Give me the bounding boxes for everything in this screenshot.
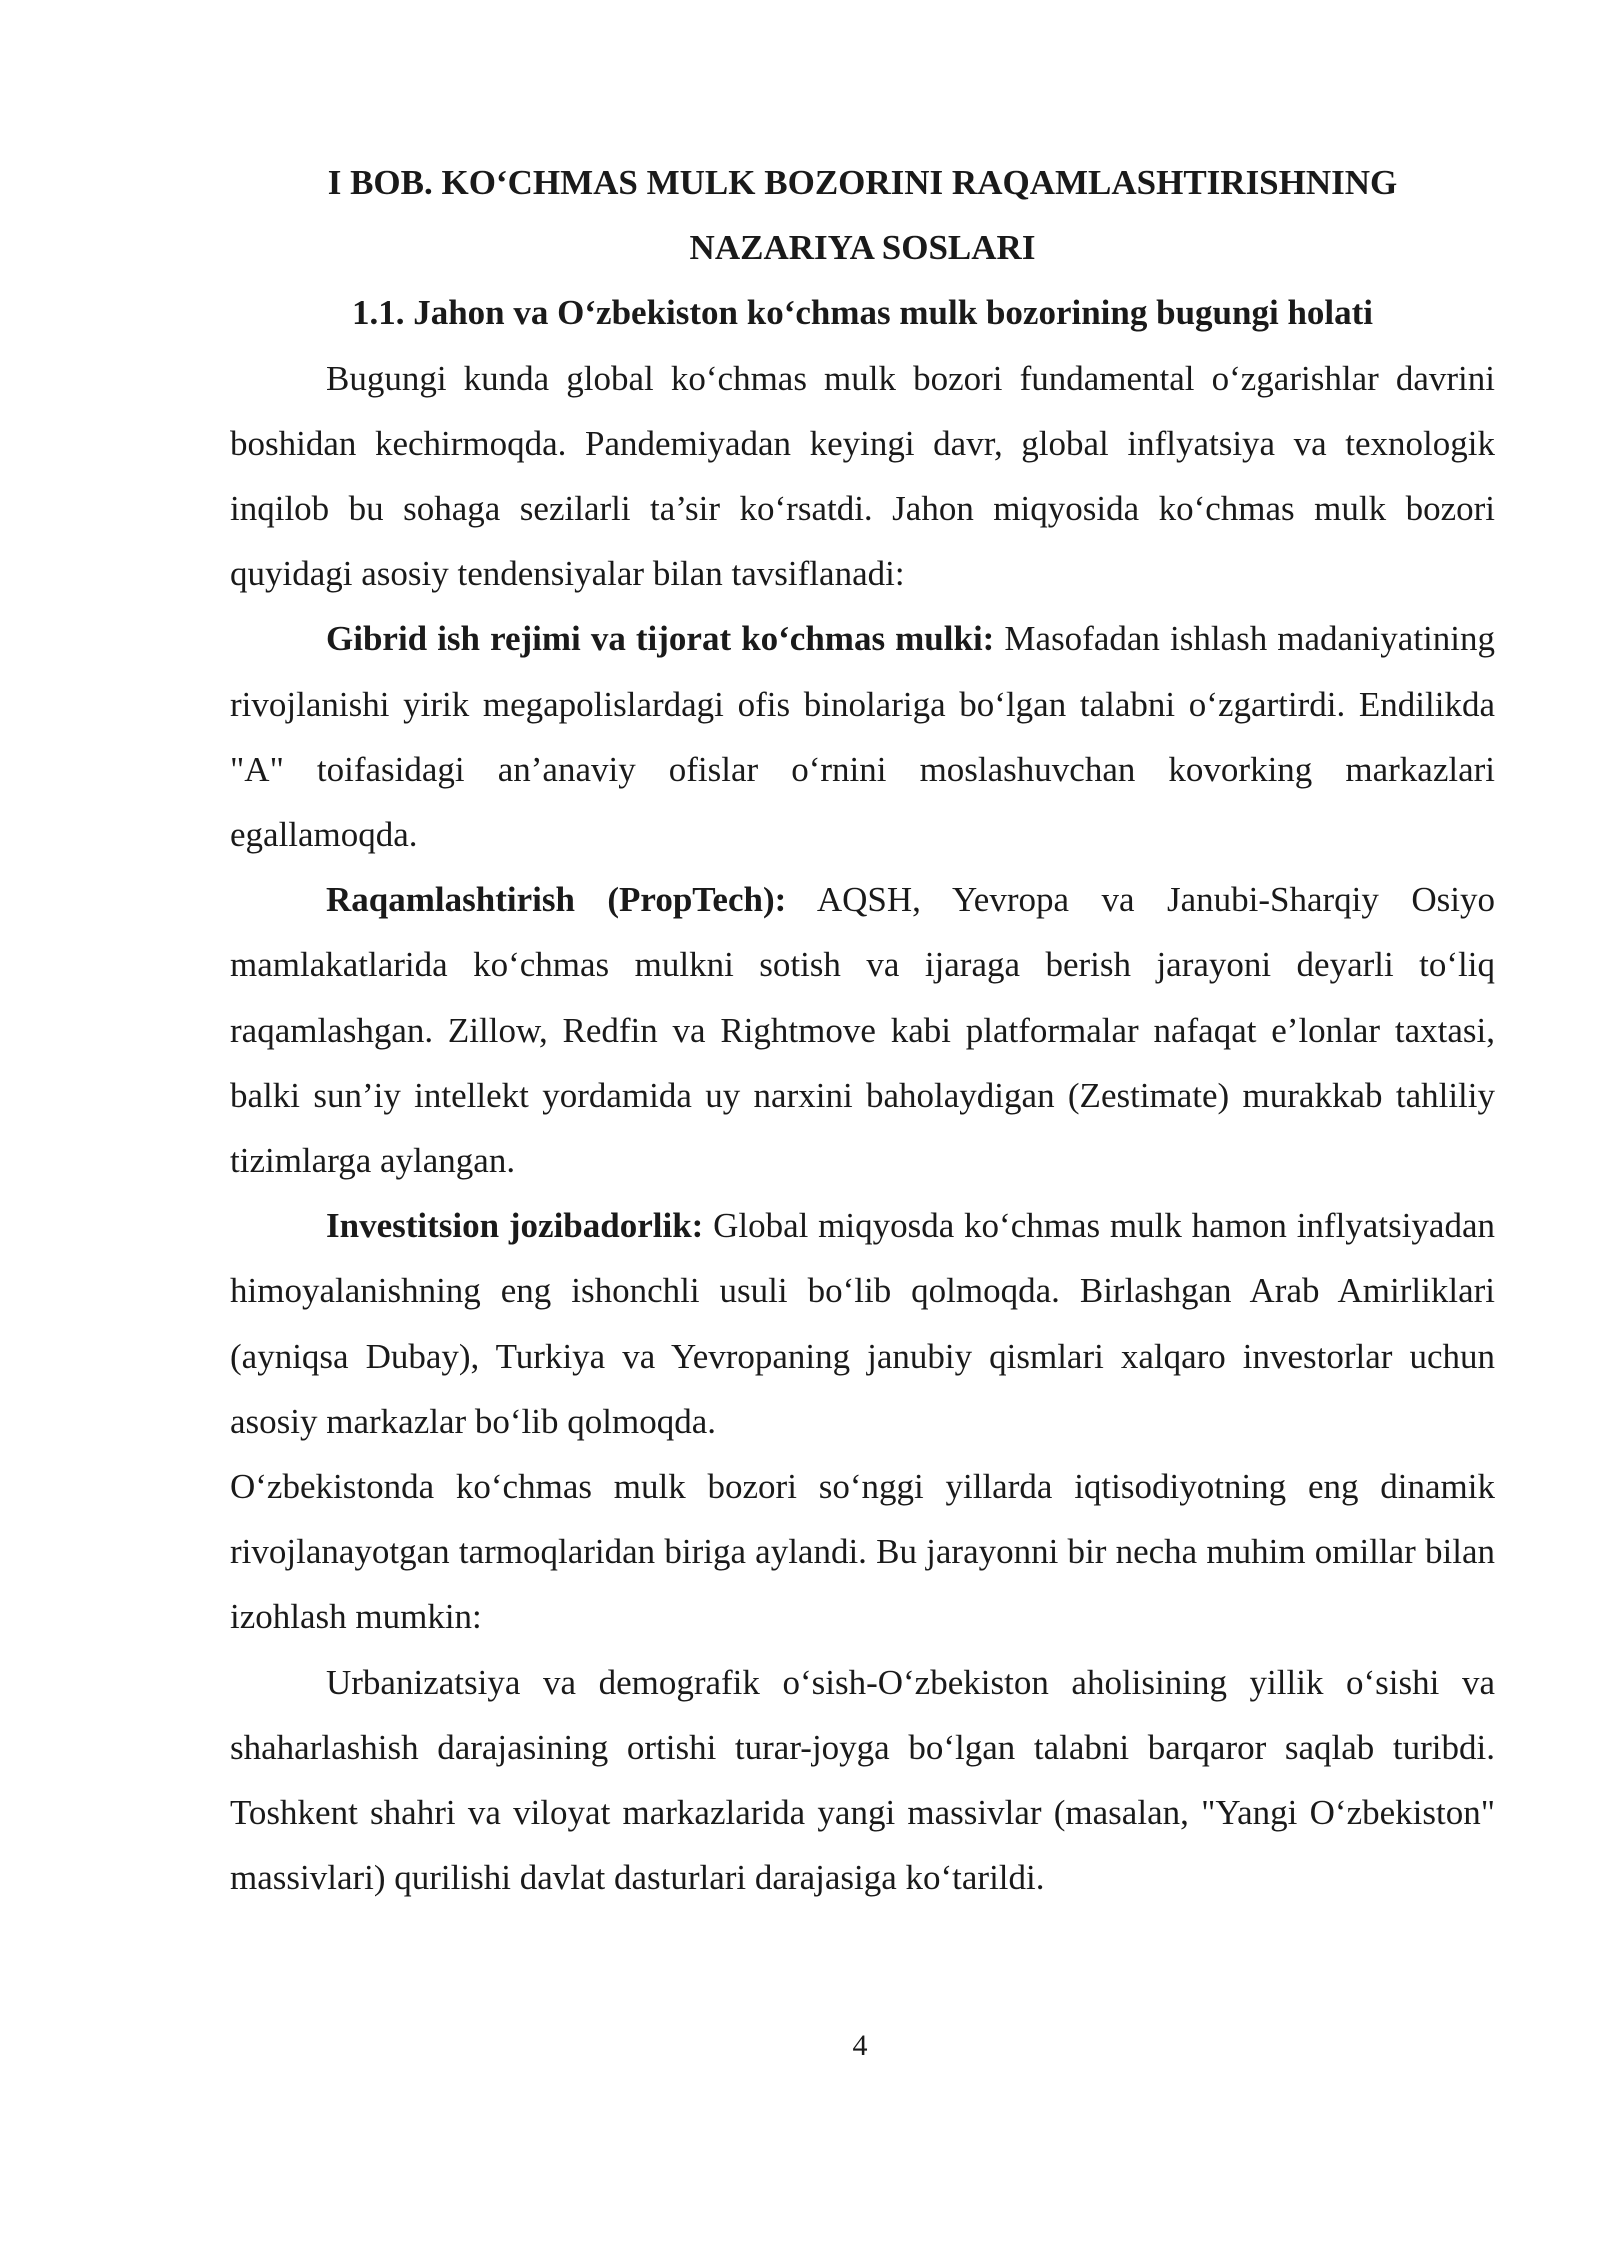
term-hybrid-work: Gibrid ish rejimi va tijorat ko‘chmas mulki: bbox=[326, 619, 995, 659]
paragraph-uzbekistan: O‘zbekistonda ko‘chmas mulk bozori so‘nggi yillarda iqtisodiyotning eng dinamik rivojlanayotgan tarmoqlaridan biriga aylandi. Bu jarayonni bir necha muhim omillar bilan izohlash mumkin: bbox=[230, 1467, 1495, 1637]
paragraph-intro: Bugungi kunda global ko‘chmas mulk bozori fundamental o‘zgarishlar davrini boshidan kechirmoqda. Pandemiyadan keyingi davr, global inflyatsiya va texnologik inqilob bu sohaga sezilarli ta’sir ko‘rsatdi. Jahon miqyosida ko‘chmas mulk bozori quyidagi asosiy tendensiyalar bilan tavsiflanadi: bbox=[230, 358, 1495, 594]
page-number: 4 bbox=[852, 2029, 868, 2062]
paragraph-hybrid-work bbox=[230, 606, 1495, 867]
text-proptech: AQSH, Yevropa va Janubi-Sharqiy Osiyo mamlakatlarida ko‘chmas mulkni sotish va ijaraga berish jarayoni deyarli to‘liq raqamlashgan. Zillow, Redfin va Rightmove kabi platformalar nafaqat e’lonlar taxtasi, balki sun’iy intellekt yordamida uy narxini baholaydigan (Zestimate) murakkab tahliliy tizimlarga aylangan. bbox=[230, 880, 1495, 1181]
term-proptech: Raqamlashtirish (PropTech): bbox=[326, 880, 787, 920]
paragraph-urbanization: Urbanizatsiya va demografik o‘sish-O‘zbekiston aholisining yillik o‘sishi va shaharlashish darajasining ortishi turar-joyga bo‘lgan talabni barqaror saqlab turibdi. Toshkent shahri va viloyat markazlarida yangi massivlar (masalan, "Yangi O‘zbekiston" massivlari) qurilishi davlat dasturlari darajasiga ko‘tarildi. bbox=[230, 1662, 1495, 1898]
chapter-title-line-2: NAZARIYA SOSLARI bbox=[689, 228, 1036, 268]
section-title: 1.1. Jahon va O‘zbekiston ko‘chmas mulk bozorining bugungi holati bbox=[351, 293, 1374, 333]
chapter-title-line-1: I BOB. KO‘CHMAS MULK BOZORINI RAQAMLASHTIRISHNING bbox=[327, 163, 1398, 202]
text-investment: Global miqyosda ko‘chmas mulk hamon inflyatsiyadan himoyalanishning eng ishonchli usuli bo‘lib qolmoqda. Birlashgan Arab Amirliklari (ayniqsa Dubay), Turkiya va Yevropaning janubiy qismlari xalqaro investorlar uchun asosiy markazlar bo‘lib qolmoqda. bbox=[230, 1206, 1495, 1441]
paragraph-investment bbox=[230, 1193, 1495, 1454]
term-investment: Investitsion jozibadorlik: bbox=[326, 1206, 704, 1246]
paragraph-proptech bbox=[230, 867, 1495, 1193]
page-content bbox=[230, 150, 1495, 1910]
chapter-title bbox=[230, 150, 1495, 280]
text-hybrid-work: Masofadan ishlash madaniyatining rivojlanishi yirik megapolislardagi ofis binolariga bo‘lgan talabni o‘zgartirdi. Endilikda "A" toifasidagi an’anaviy ofislar o‘rnini moslashuvchan kovorking markazlari egallamoqda. bbox=[230, 619, 1495, 855]
